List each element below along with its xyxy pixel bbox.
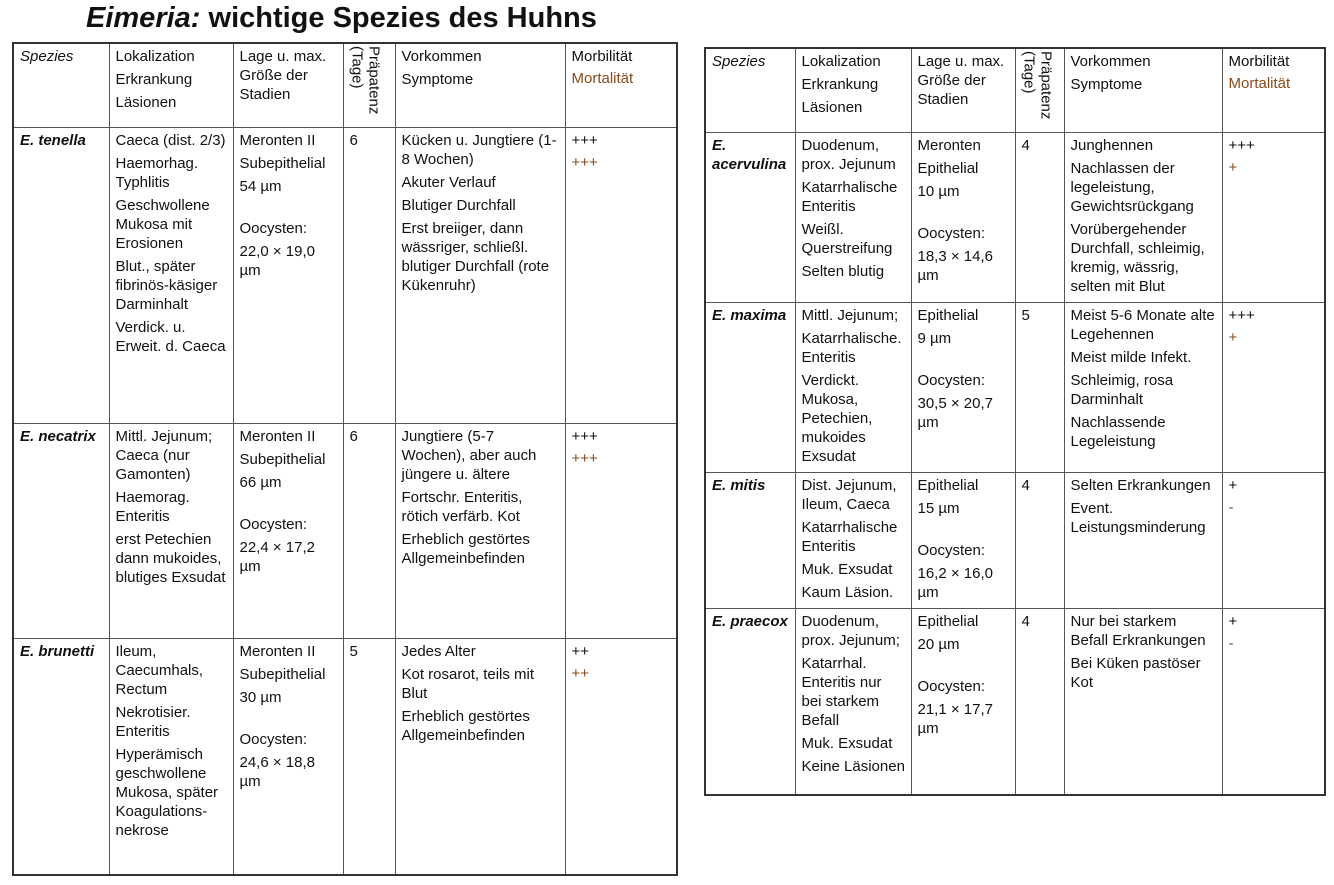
cell-line: Katarrhalische Enteritis [801,519,898,555]
morbidity-value: +++ [1228,137,1255,154]
table-row [705,133,1325,303]
rating-cell [565,128,677,424]
occurrence-cell [395,128,565,424]
cell-line: Mittl. Jejunum; [801,307,899,324]
table-row [705,473,1325,609]
cell-line: Vorübergehender Durchfall, schleimig, kremig, wässrig, selten mit Blut [1070,221,1205,295]
cell-line: Verdickt. Mukosa, Petechien, mukoides Exsudat [801,372,873,465]
mortality-value: - [1228,499,1234,516]
header-line: Symptome [1070,76,1143,93]
cell-line: Junghennen [1070,137,1154,154]
page-title [86,2,597,35]
species-table-left [12,42,678,876]
cell-line: 20 µm [917,636,960,653]
cell-line: 66 µm [239,474,282,491]
header-prepatency-text: Präpatenz (Tage) [1020,51,1055,120]
header-line: Lokalization [115,48,195,65]
cell-line: Epithelial [917,477,979,494]
header-prepatency-text: Präpatenz (Tage) [348,46,383,115]
cell-line: Katarrhalische Enteritis [801,179,898,215]
cell-line: 22,0 × 19,0 µm [239,243,315,279]
cell-line [240,496,338,515]
occurrence-cell [395,639,565,875]
cell-line: Oocysten: [917,542,986,559]
mortality-value: +++ [571,154,598,171]
table-row [13,128,677,424]
cell-line: Haemorag. Enteritis [115,489,190,525]
cell-line: Geschwollene Mukosa mit Erosionen [115,197,210,252]
header-prepatency-rotated [1020,51,1055,125]
cell-line: Muk. Exsudat [801,735,893,752]
localization-cell [795,133,911,303]
cell-line [240,200,338,219]
cell-line: Verdick. u. Erweit. d. Caeca [115,319,226,355]
cell-line: Schleimig, rosa Darminhalt [1070,372,1174,408]
cell-line: 10 µm [917,183,960,200]
cell-line: 16,2 × 16,0 µm [917,565,993,601]
mortality-value: + [1228,159,1238,176]
cell-line: 24,6 × 18,8 µm [239,754,315,790]
header-line: Vorkommen [1070,53,1151,70]
cell-line: Event. Leistungsminderung [1070,500,1206,536]
species-cell: E. tenella [13,128,109,424]
cell-line: Blut., später fibrinös-käsiger Darminhalt [115,258,218,313]
table-header-row [13,43,677,128]
rating-cell [1222,473,1325,609]
prepatency-cell: 6 [343,424,395,639]
cell-line: Keine Läsionen [801,758,905,775]
localization-cell [109,639,233,875]
cell-line: Duodenum, prox. Jejunum; [801,613,900,649]
cell-line: Nachlassende Legeleistung [1070,414,1166,450]
cell-line: 18,3 × 14,6 µm [917,248,993,284]
prepatency-cell: 4 [1015,133,1064,303]
header-species: Spezies [13,43,109,128]
cell-line: Erheblich gestörtes Allgemeinbefinden [401,531,530,567]
header-prepatency-rotated [348,46,383,120]
cell-line: 54 µm [239,178,282,195]
cell-line: Katarrhal. Enteritis nur bei starkem Befall [801,655,882,729]
species-cell: E. brunetti [13,639,109,875]
cell-line: Nachlassen der legeleistung, Gewichtsrückgang [1070,160,1194,215]
cell-line [918,522,1010,541]
cell-line [918,658,1010,677]
species-cell: E. mitis [705,473,795,609]
rating-cell [565,639,677,875]
morbidity-value: +++ [571,132,598,149]
header-species: Spezies [705,48,795,133]
cell-line: Meist 5-6 Monate alte Legehennen [1070,307,1215,343]
header-line: Vorkommen [401,48,482,65]
stages-cell [911,473,1015,609]
header-line: Läsionen [115,94,177,111]
mortality-value: + [1228,329,1238,346]
header-mortality-label: Mortalität [1228,75,1291,92]
cell-line: Subepithelial [239,451,326,468]
table-row [705,609,1325,795]
cell-line: Subepithelial [239,155,326,172]
localization-cell [795,609,911,795]
cell-line: Subepithelial [239,666,326,683]
cell-line: Nur bei starkem Befall Erkrankungen [1070,613,1206,649]
species-cell: E. maxima [705,303,795,473]
header-morbidity-label: Morbilität [571,48,633,65]
prepatency-cell: 5 [1015,303,1064,473]
prepatency-cell: 4 [1015,609,1064,795]
morbidity-value: ++ [571,643,590,660]
cell-line: erst Petechien dann mukoides, blutiges Exsudat [115,531,226,586]
cell-line: Oocysten: [917,678,986,695]
cell-line: 22,4 × 17,2 µm [239,539,315,575]
table-row [705,303,1325,473]
cell-line: Oocysten: [239,220,308,237]
cell-line [240,711,338,730]
rating-cell [1222,133,1325,303]
cell-line: Nekrotisier. Enteritis [115,704,191,740]
cell-line: Duodenum, prox. Jejunum [801,137,896,173]
localization-cell [109,424,233,639]
header-morbidity [565,43,677,128]
cell-line: Jedes Alter [401,643,476,660]
cell-line: Meist milde Infekt. [1070,349,1192,366]
title-rest: wichtige Spezies des Huhns [208,2,597,34]
header-occurrence [1064,48,1222,133]
prepatency-cell: 4 [1015,473,1064,609]
cell-line: Kaum Läsion. [801,584,894,601]
header-localization [795,48,911,133]
cell-line: Oocysten: [917,372,986,389]
cell-line: 15 µm [917,500,960,517]
cell-line: Oocysten: [239,731,308,748]
header-mortality-label: Mortalität [571,70,634,87]
occurrence-cell [1064,473,1222,609]
cell-line: Jungtiere (5-7 Wochen), aber auch jüngere u. ältere [401,428,537,483]
cell-line: Oocysten: [239,516,308,533]
cell-line: Muk. Exsudat [801,561,893,578]
cell-line: Meronten [917,137,981,154]
cell-line: Meronten II [239,643,316,660]
header-morbidity-label: Morbilität [1228,53,1290,70]
cell-line: Selten Erkrankungen [1070,477,1211,494]
cell-line: Hyperämisch geschwollene Mukosa, später Koagulations-nekrose [115,746,219,839]
species-cell: E. necatrix [13,424,109,639]
mortality-value: +++ [571,450,598,467]
title-genus: Eimeria: [86,2,201,34]
rating-cell [1222,609,1325,795]
header-line: Erkrankung [801,76,879,93]
header-line: Lokalization [801,53,881,70]
cell-line: Oocysten: [917,225,986,242]
stages-cell [233,639,343,875]
morbidity-value: +++ [1228,307,1255,324]
header-occurrence [395,43,565,128]
header-stages: Lage u. max. Größe der Stadien [233,43,343,128]
cell-line: Epithelial [917,613,979,630]
stages-cell [911,133,1015,303]
cell-line: 30 µm [239,689,282,706]
stages-cell [233,424,343,639]
header-prepatency [343,43,395,128]
cell-line: Erheblich gestörtes Allgemeinbefinden [401,708,530,744]
header-line: Symptome [401,71,474,88]
cell-line: Weißl. Querstreifung [801,221,893,257]
morbidity-value: + [1228,613,1238,630]
cell-line: Blutiger Durchfall [401,197,516,214]
cell-line: Kot rosarot, teils mit Blut [401,666,535,702]
cell-line: Haemorhag. Typhlitis [115,155,199,191]
cell-line: Ileum, Caecumhals, Rectum [115,643,204,698]
cell-line: Kücken u. Jungtiere (1-8 Wochen) [401,132,557,168]
cell-line: 30,5 × 20,7 µm [917,395,993,431]
morbidity-value: + [1228,477,1238,494]
cell-line: Selten blutig [801,263,885,280]
mortality-value: - [1228,635,1234,652]
species-cell: E. praecox [705,609,795,795]
stages-cell [233,128,343,424]
localization-cell [109,128,233,424]
species-table-right [704,47,1326,796]
cell-line: Fortschr. Enteritis, rötich verfärb. Kot [401,489,523,525]
rating-cell [1222,303,1325,473]
cell-line: 21,1 × 17,7 µm [917,701,993,737]
cell-line: 9 µm [917,330,952,347]
stages-cell [911,303,1015,473]
header-line: Erkrankung [115,71,193,88]
localization-cell [795,473,911,609]
prepatency-cell: 5 [343,639,395,875]
occurrence-cell [1064,133,1222,303]
occurrence-cell [395,424,565,639]
cell-line: Bei Küken pastöser Kot [1070,655,1201,691]
cell-line: Meronten II [239,132,316,149]
occurrence-cell [1064,609,1222,795]
stages-cell [911,609,1015,795]
cell-line [918,352,1010,371]
cell-line: Mittl. Jejunum; Caeca (nur Gamonten) [115,428,213,483]
cell-line: Caeca (dist. 2/3) [115,132,226,149]
header-stages: Lage u. max. Größe der Stadien [911,48,1015,133]
header-morbidity [1222,48,1325,133]
cell-line: Akuter Verlauf [401,174,496,191]
table-header-row [705,48,1325,133]
header-line: Läsionen [801,99,863,116]
cell-line: Epithelial [917,160,979,177]
cell-line [918,205,1010,224]
header-prepatency [1015,48,1064,133]
occurrence-cell [1064,303,1222,473]
prepatency-cell: 6 [343,128,395,424]
cell-line: Erst breiiger, dann wässriger, schließl. blutiger Durchfall (rote Kükenruhr) [401,220,550,294]
rating-cell [565,424,677,639]
header-localization [109,43,233,128]
table-row [13,424,677,639]
mortality-value: ++ [571,665,590,682]
species-cell: E. acervulina [705,133,795,303]
cell-line: Dist. Jejunum, Ileum, Caeca [801,477,897,513]
morbidity-value: +++ [571,428,598,445]
localization-cell [795,303,911,473]
cell-line: Katarrhalische. Enteritis [801,330,902,366]
cell-line: Meronten II [239,428,316,445]
table-row [13,639,677,875]
cell-line: Epithelial [917,307,979,324]
